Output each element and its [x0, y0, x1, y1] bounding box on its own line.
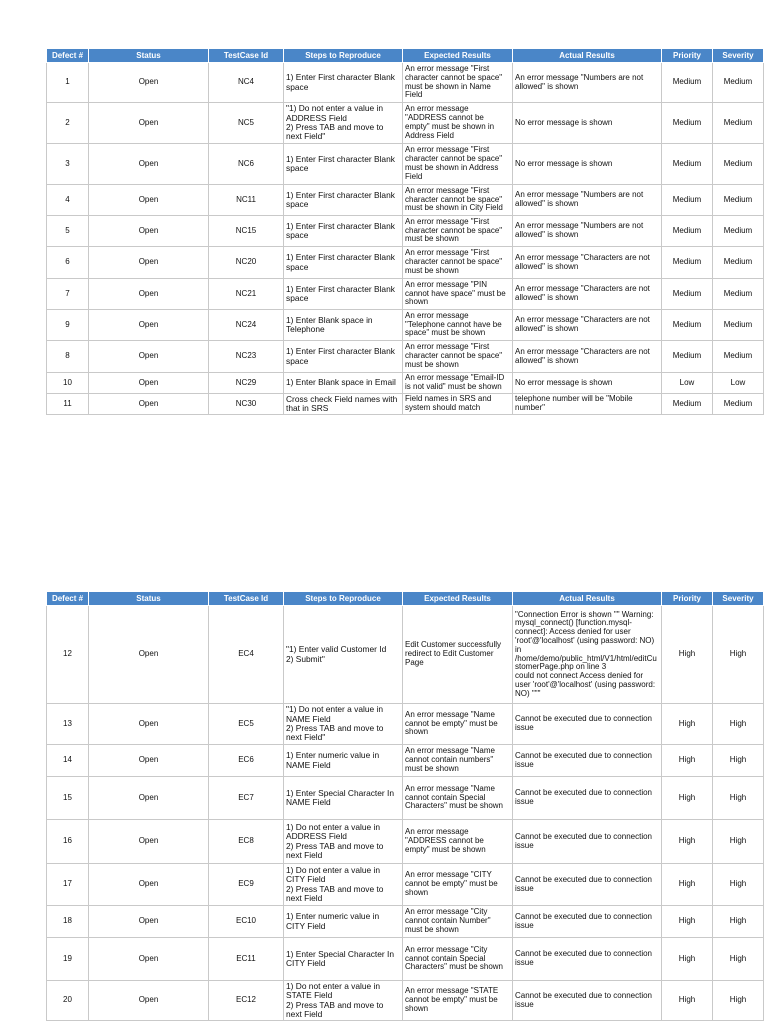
defect-table-2	[46, 591, 754, 1021]
cell-actual-results: "Connection Error is shown "" Warning: mysql_connect() [function.mysql-connect]: Access denied for user 'root'@'localhost' (using password: NO) in /home/demo/public_html/V1/html/editCustomerPage.php on line 3 could not connect Access denied for user 'root'@'localhost' (using password: NO) """	[513, 606, 662, 704]
cell-defect-number: 4	[47, 185, 89, 216]
cell-steps: 1) Enter First character Blank space	[284, 185, 403, 216]
cell-expected-results: An error message "Email-ID is not valid" must be shown	[403, 373, 513, 394]
cell-defect-number: 9	[47, 310, 89, 341]
cell-priority: High	[662, 704, 713, 745]
cell-defect-number: 7	[47, 279, 89, 310]
cell-severity: High	[713, 938, 764, 981]
cell-status: Open	[89, 981, 209, 1021]
cell-actual-results: Cannot be executed due to connection issue	[513, 938, 662, 981]
cell-steps: "1) Do not enter a value in ADDRESS Field 2) Press TAB and move to next Field"	[284, 103, 403, 144]
cell-expected-results: An error message "Telephone cannot have be space" must be shown	[403, 310, 513, 341]
cell-severity: High	[713, 704, 764, 745]
header-actual-results: Actual Results	[513, 49, 662, 63]
cell-defect-number: 14	[47, 745, 89, 777]
cell-severity: Low	[713, 373, 764, 394]
cell-actual-results: An error message "Characters are not allowed" is shown	[513, 247, 662, 279]
table-row	[47, 310, 764, 341]
cell-expected-results: An error message "First character cannot be space" must be shown	[403, 341, 513, 373]
cell-expected-results: An error message "STATE cannot be empty" must be shown	[403, 981, 513, 1021]
cell-status: Open	[89, 820, 209, 864]
cell-status: Open	[89, 745, 209, 777]
cell-steps: 1) Enter numeric value in NAME Field	[284, 745, 403, 777]
cell-status: Open	[89, 777, 209, 820]
cell-priority: Low	[662, 373, 713, 394]
cell-testcase-id: EC11	[209, 938, 284, 981]
cell-defect-number: 6	[47, 247, 89, 279]
cell-status: Open	[89, 704, 209, 745]
header-defect-number: Defect #	[47, 592, 89, 606]
cell-steps: 1) Do not enter a value in ADDRESS Field 2) Press TAB and move to next Field	[284, 820, 403, 864]
cell-expected-results: An error message "First character cannot be space" must be shown	[403, 247, 513, 279]
table-row	[47, 981, 764, 1021]
header-priority: Priority	[662, 49, 713, 63]
cell-priority: Medium	[662, 310, 713, 341]
cell-severity: Medium	[713, 341, 764, 373]
cell-status: Open	[89, 144, 209, 185]
table-row	[47, 247, 764, 279]
header-defect-number: Defect #	[47, 49, 89, 63]
cell-actual-results: No error message is shown	[513, 144, 662, 185]
table-header	[47, 49, 764, 63]
header-status: Status	[89, 592, 209, 606]
cell-steps: 1) Do not enter a value in CITY Field 2) Press TAB and move to next Field	[284, 864, 403, 906]
cell-testcase-id: EC4	[209, 606, 284, 704]
cell-status: Open	[89, 216, 209, 247]
cell-steps: "1) Do not enter a value in NAME Field 2) Press TAB and move to next Field"	[284, 704, 403, 745]
header-severity: Severity	[713, 592, 764, 606]
cell-steps: 1) Enter First character Blank space	[284, 144, 403, 185]
cell-testcase-id: NC5	[209, 103, 284, 144]
cell-priority: Medium	[662, 394, 713, 415]
cell-testcase-id: NC29	[209, 373, 284, 394]
cell-priority: High	[662, 864, 713, 906]
cell-testcase-id: NC4	[209, 63, 284, 103]
cell-priority: Medium	[662, 185, 713, 216]
cell-priority: High	[662, 820, 713, 864]
table-row	[47, 606, 764, 704]
cell-status: Open	[89, 606, 209, 704]
cell-severity: High	[713, 981, 764, 1021]
cell-expected-results: An error message "First character cannot be space" must be shown in Address Field	[403, 144, 513, 185]
cell-severity: Medium	[713, 279, 764, 310]
table-row	[47, 216, 764, 247]
cell-testcase-id: NC23	[209, 341, 284, 373]
table-row	[47, 185, 764, 216]
cell-testcase-id: NC24	[209, 310, 284, 341]
cell-steps: "1) Enter valid Customer Id 2) Submit"	[284, 606, 403, 704]
cell-priority: High	[662, 906, 713, 938]
table-row	[47, 704, 764, 745]
cell-priority: High	[662, 938, 713, 981]
cell-expected-results: Edit Customer successfully redirect to Edit Customer Page	[403, 606, 513, 704]
cell-status: Open	[89, 341, 209, 373]
cell-testcase-id: NC20	[209, 247, 284, 279]
cell-expected-results: An error message "City cannot contain Number" must be shown	[403, 906, 513, 938]
header-expected-results: Expected Results	[403, 49, 513, 63]
cell-defect-number: 13	[47, 704, 89, 745]
cell-testcase-id: EC10	[209, 906, 284, 938]
cell-steps: 1) Enter First character Blank space	[284, 341, 403, 373]
cell-severity: High	[713, 777, 764, 820]
cell-severity: Medium	[713, 310, 764, 341]
cell-defect-number: 20	[47, 981, 89, 1021]
cell-expected-results: An error message "Name cannot be empty" must be shown	[403, 704, 513, 745]
cell-steps: 1) Enter numeric value in CITY Field	[284, 906, 403, 938]
cell-testcase-id: EC7	[209, 777, 284, 820]
cell-defect-number: 10	[47, 373, 89, 394]
cell-steps: 1) Enter Blank space in Email	[284, 373, 403, 394]
table-row	[47, 279, 764, 310]
table-row	[47, 864, 764, 906]
cell-defect-number: 8	[47, 341, 89, 373]
cell-expected-results: An error message "First character cannot be space" must be shown	[403, 216, 513, 247]
cell-priority: Medium	[662, 63, 713, 103]
cell-severity: High	[713, 606, 764, 704]
cell-testcase-id: NC15	[209, 216, 284, 247]
cell-steps: 1) Enter Special Character In CITY Field	[284, 938, 403, 981]
cell-steps: 1) Enter First character Blank space	[284, 247, 403, 279]
cell-testcase-id: NC21	[209, 279, 284, 310]
cell-defect-number: 1	[47, 63, 89, 103]
table-row	[47, 820, 764, 864]
cell-priority: High	[662, 777, 713, 820]
cell-status: Open	[89, 906, 209, 938]
cell-actual-results: An error message "Characters are not allowed" is shown	[513, 341, 662, 373]
cell-priority: High	[662, 606, 713, 704]
table-header	[47, 592, 764, 606]
cell-priority: Medium	[662, 279, 713, 310]
cell-status: Open	[89, 103, 209, 144]
cell-defect-number: 15	[47, 777, 89, 820]
cell-severity: High	[713, 864, 764, 906]
cell-defect-number: 12	[47, 606, 89, 704]
cell-defect-number: 16	[47, 820, 89, 864]
cell-actual-results: An error message "Numbers are not allowed" is shown	[513, 63, 662, 103]
table-row	[47, 394, 764, 415]
cell-expected-results: An error message "City cannot contain Special Characters" must be shown	[403, 938, 513, 981]
cell-severity: Medium	[713, 216, 764, 247]
cell-status: Open	[89, 373, 209, 394]
cell-severity: Medium	[713, 103, 764, 144]
cell-priority: Medium	[662, 341, 713, 373]
cell-severity: Medium	[713, 144, 764, 185]
cell-steps: 1) Enter First character Blank space	[284, 279, 403, 310]
header-expected-results: Expected Results	[403, 592, 513, 606]
table-row	[47, 745, 764, 777]
cell-status: Open	[89, 394, 209, 415]
cell-priority: Medium	[662, 247, 713, 279]
table-row	[47, 777, 764, 820]
cell-priority: High	[662, 981, 713, 1021]
cell-steps: 1) Do not enter a value in STATE Field 2) Press TAB and move to next Field	[284, 981, 403, 1021]
cell-steps: 1) Enter Special Character In NAME Field	[284, 777, 403, 820]
cell-defect-number: 5	[47, 216, 89, 247]
table-row	[47, 63, 764, 103]
cell-testcase-id: EC12	[209, 981, 284, 1021]
cell-actual-results: An error message "Numbers are not allowed" is shown	[513, 216, 662, 247]
cell-status: Open	[89, 279, 209, 310]
table-row	[47, 373, 764, 394]
cell-actual-results: No error message is shown	[513, 103, 662, 144]
cell-testcase-id: EC6	[209, 745, 284, 777]
cell-priority: High	[662, 745, 713, 777]
cell-severity: Medium	[713, 247, 764, 279]
cell-severity: High	[713, 906, 764, 938]
cell-testcase-id: EC8	[209, 820, 284, 864]
cell-status: Open	[89, 185, 209, 216]
cell-defect-number: 18	[47, 906, 89, 938]
cell-status: Open	[89, 247, 209, 279]
cell-status: Open	[89, 938, 209, 981]
cell-expected-results: An error message "Name cannot contain numbers" must be shown	[403, 745, 513, 777]
cell-severity: Medium	[713, 394, 764, 415]
cell-defect-number: 11	[47, 394, 89, 415]
cell-steps: 1) Enter Blank space in Telephone	[284, 310, 403, 341]
cell-actual-results: An error message "Numbers are not allowed" is shown	[513, 185, 662, 216]
cell-status: Open	[89, 864, 209, 906]
cell-priority: Medium	[662, 103, 713, 144]
cell-severity: High	[713, 820, 764, 864]
header-severity: Severity	[713, 49, 764, 63]
header-steps: Steps to Reproduce	[284, 592, 403, 606]
cell-status: Open	[89, 63, 209, 103]
table-row	[47, 341, 764, 373]
cell-actual-results: Cannot be executed due to connection issue	[513, 704, 662, 745]
cell-defect-number: 3	[47, 144, 89, 185]
table-row	[47, 906, 764, 938]
table-body	[47, 63, 764, 415]
cell-actual-results: Cannot be executed due to connection issue	[513, 820, 662, 864]
cell-actual-results: Cannot be executed due to connection issue	[513, 981, 662, 1021]
cell-severity: Medium	[713, 63, 764, 103]
cell-steps: 1) Enter First character Blank space	[284, 63, 403, 103]
cell-testcase-id: NC6	[209, 144, 284, 185]
cell-actual-results: Cannot be executed due to connection issue	[513, 777, 662, 820]
cell-steps: 1) Enter First character Blank space	[284, 216, 403, 247]
cell-expected-results: An error message "PIN cannot have space" must be shown	[403, 279, 513, 310]
cell-expected-results: An error message "First character cannot be space" must be shown in City Field	[403, 185, 513, 216]
cell-testcase-id: NC11	[209, 185, 284, 216]
header-priority: Priority	[662, 592, 713, 606]
cell-actual-results: telephone number will be "Mobile number"	[513, 394, 662, 415]
table-body	[47, 606, 764, 1021]
cell-priority: Medium	[662, 216, 713, 247]
cell-expected-results: An error message "Name cannot contain Special Characters" must be shown	[403, 777, 513, 820]
cell-expected-results: An error message "ADDRESS cannot be empty" must be shown in Address Field	[403, 103, 513, 144]
cell-testcase-id: EC5	[209, 704, 284, 745]
header-steps: Steps to Reproduce	[284, 49, 403, 63]
cell-actual-results: Cannot be executed due to connection issue	[513, 906, 662, 938]
table-row	[47, 103, 764, 144]
cell-actual-results: An error message "Characters are not allowed" is shown	[513, 279, 662, 310]
cell-status: Open	[89, 310, 209, 341]
cell-testcase-id: EC9	[209, 864, 284, 906]
cell-actual-results: Cannot be executed due to connection issue	[513, 864, 662, 906]
cell-defect-number: 19	[47, 938, 89, 981]
cell-expected-results: An error message "First character cannot be space" must be shown in Name Field	[403, 63, 513, 103]
cell-severity: High	[713, 745, 764, 777]
cell-expected-results: Field names in SRS and system should match	[403, 394, 513, 415]
header-actual-results: Actual Results	[513, 592, 662, 606]
cell-expected-results: An error message "ADDRESS cannot be empty" must be shown	[403, 820, 513, 864]
table-row	[47, 938, 764, 981]
cell-steps: Cross check Field names with that in SRS	[284, 394, 403, 415]
cell-priority: Medium	[662, 144, 713, 185]
cell-defect-number: 2	[47, 103, 89, 144]
cell-severity: Medium	[713, 185, 764, 216]
cell-testcase-id: NC30	[209, 394, 284, 415]
cell-actual-results: No error message is shown	[513, 373, 662, 394]
header-status: Status	[89, 49, 209, 63]
header-testcase-id: TestCase Id	[209, 49, 284, 63]
defect-table-1	[46, 48, 754, 415]
table-row	[47, 144, 764, 185]
cell-actual-results: Cannot be executed due to connection issue	[513, 745, 662, 777]
header-testcase-id: TestCase Id	[209, 592, 284, 606]
cell-defect-number: 17	[47, 864, 89, 906]
cell-expected-results: An error message "CITY cannot be empty" must be shown	[403, 864, 513, 906]
cell-actual-results: An error message "Characters are not allowed" is shown	[513, 310, 662, 341]
